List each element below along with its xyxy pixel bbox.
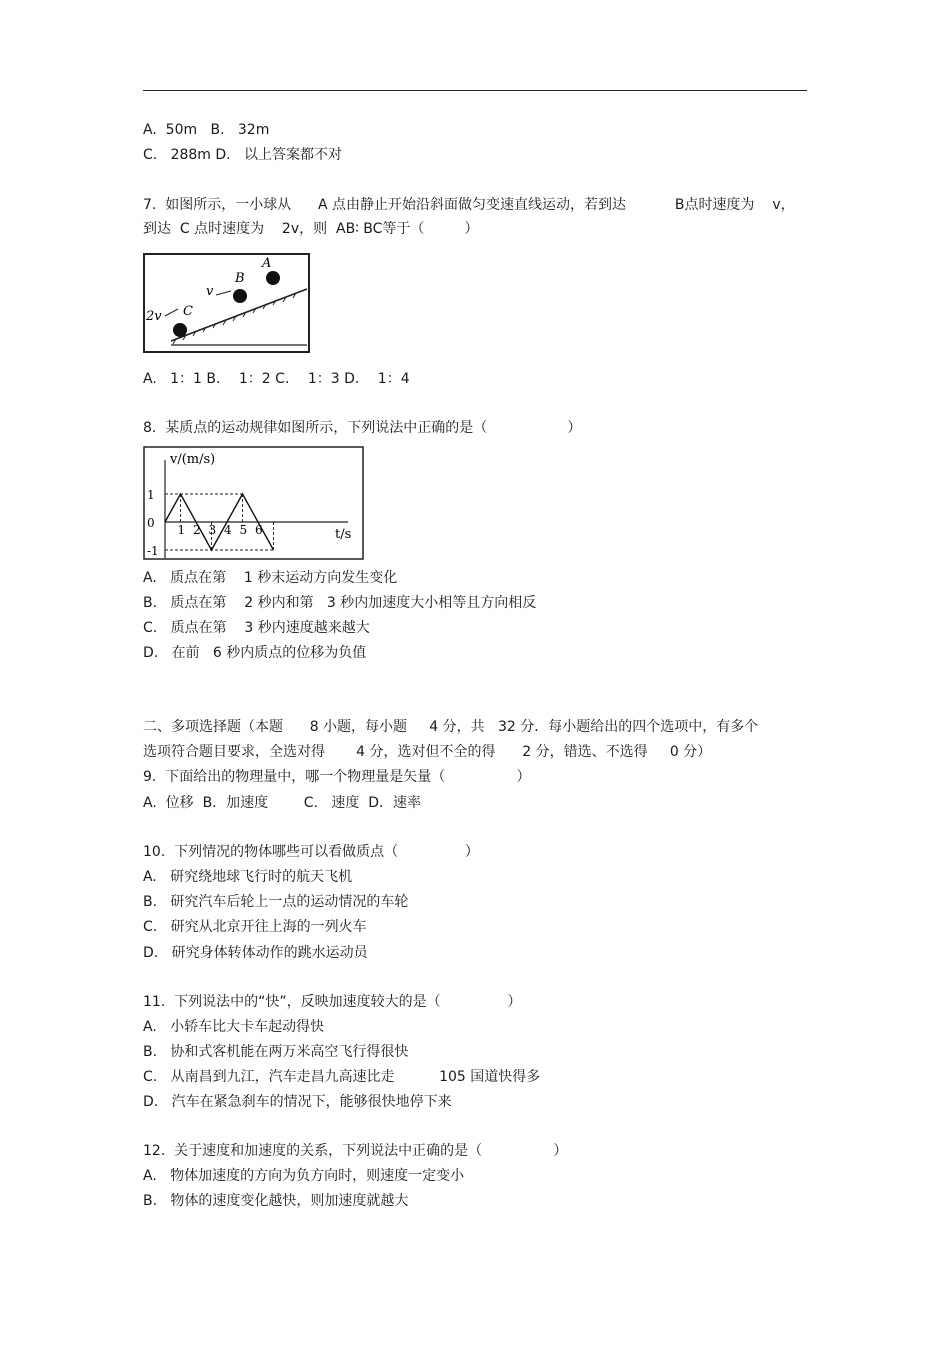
q10-stem: 10. 下列情况的物体哪些可以看做质点（ ） <box>143 844 479 860</box>
chart-xlabel: t/s <box>335 527 352 542</box>
q9-stem: 9. 下面给出的物理量中，哪一个物理量是矢量（ ） <box>143 769 531 785</box>
chart-x-tick-label: 4 <box>224 523 232 537</box>
q6-options-cd: C. 288m D. 以上答案都不对 <box>143 147 342 163</box>
label-2v: 2v <box>146 309 162 324</box>
q7-options: A. 1：1 B． 1：2 C． 1：3 D． 1：4 <box>143 371 410 387</box>
chart-x-tick-label: 1 <box>177 523 186 537</box>
ball-b <box>233 289 247 303</box>
q11-option-d: D. 汽车在紧急刹车的情况下，能够很快地停下来 <box>143 1094 452 1110</box>
q11-option-a: A. 小轿车比大卡车起动得快 <box>143 1019 325 1035</box>
q6-options-ab: A. 50m B. 32m <box>143 122 270 138</box>
q10-option-d: D. 研究身体转体动作的跳水运动员 <box>143 945 368 961</box>
q12-option-a: A. 物体加速度的方向为负方向时，则速度一定变小 <box>143 1168 465 1184</box>
q7-stem-line2: 到达 C 点时速度为 2v，则 AB∶ BC等于（ ） <box>143 221 479 237</box>
ball-a <box>266 271 280 285</box>
chart-x-tick-label: 5 <box>239 523 248 537</box>
q12-stem: 12. 关于速度和加速度的关系，下列说法中正确的是（ ） <box>143 1143 568 1159</box>
q7-stem-line1: 7. 如图所示，一小球从 A 点由静止开始沿斜面做匀变速直线运动，若到达 B点时速度为 v， <box>143 197 795 213</box>
q9-options: A. 位移 B．加速度 C. 速度 D．速率 <box>143 795 422 811</box>
chart-ylabel: v/(m/s) <box>170 452 216 467</box>
section2-intro-line2: 选项符合题目要求，全选对得 4 分，选对但不全的得 2 分，错选、不选得 0 分） <box>143 744 712 760</box>
q8-option-a: A. 质点在第 1 秒末运动方向发生变化 <box>143 570 398 586</box>
incline-figure <box>143 253 311 354</box>
q10-option-c: C. 研究从北京开往上海的一列火车 <box>143 919 367 935</box>
header-rule <box>143 90 807 91</box>
velocity-time-chart <box>143 446 365 560</box>
q8-option-d: D. 在前 6 秒内质点的位移为负值 <box>143 645 367 661</box>
label-b: B <box>235 271 245 286</box>
chart-x-tick-label: 2 <box>193 523 201 537</box>
q8-option-c: C. 质点在第 3 秒内速度越来越大 <box>143 620 370 636</box>
chart-x-tick-label: 6 <box>255 523 263 537</box>
label-c: C <box>183 304 193 319</box>
chart-y-tick-label: 1 <box>147 488 155 502</box>
chart-y-tick-label: -1 <box>147 544 159 558</box>
q12-option-b: B. 物体的速度变化越快，则加速度就越大 <box>143 1193 409 1209</box>
label-a: A <box>262 256 272 271</box>
incline-frame <box>144 254 309 352</box>
chart-x-tick-label: 3 <box>208 523 217 537</box>
q8-option-b: B. 质点在第 2 秒内和第 3 秒内加速度大小相等且方向相反 <box>143 595 537 611</box>
label-v: v <box>206 284 214 299</box>
q11-stem: 11. 下列说法中的“快”，反映加速度较大的是（ ） <box>143 994 522 1010</box>
q11-option-c: C. 从南昌到九江，汽车走昌九高速比走 105 国道快得多 <box>143 1069 541 1085</box>
q8-stem: 8. 某质点的运动规律如图所示，下列说法中正确的是（ ） <box>143 420 582 436</box>
q10-option-b: B. 研究汽车后轮上一点的运动情况的车轮 <box>143 894 409 910</box>
q11-option-b: B. 协和式客机能在两万米高空飞行得很快 <box>143 1044 409 1060</box>
q10-option-a: A. 研究绕地球飞行时的航天飞机 <box>143 869 353 885</box>
ball-c <box>173 323 187 337</box>
chart-y-tick-label: 0 <box>147 516 155 530</box>
section2-intro-line1: 二、多项选择题（本题 8 小题，每小题 4 分，共 32 分．每小题给出的四个选项中，有多个 <box>143 719 759 735</box>
